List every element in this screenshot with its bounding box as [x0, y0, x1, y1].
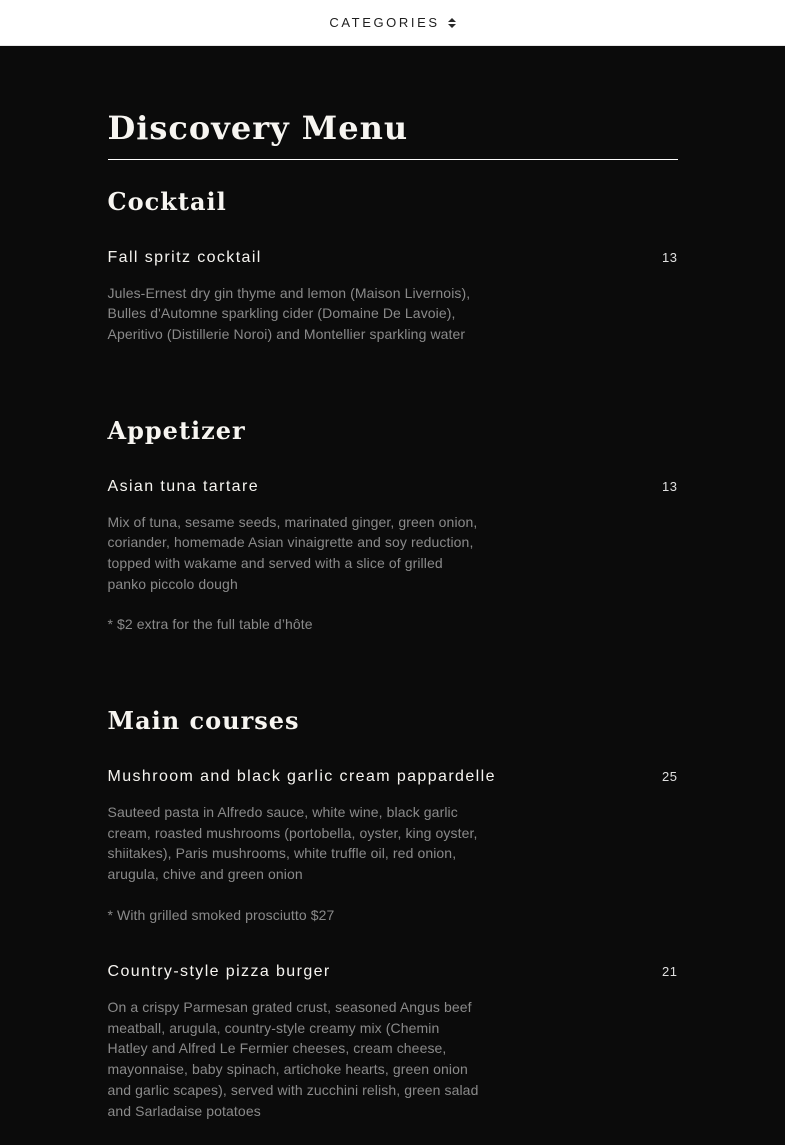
item-description: Sauteed pasta in Alfredo sauce, white wine, black garlic cream, roasted mushrooms (portobella, oyster, king oyster, shiitakes), Paris mushrooms, white truffle oil, red onion, arugula, chive and green onion [107, 803, 478, 883]
page-title: Discovery Menu [107, 109, 409, 147]
item-title: Asian tuna tartare [107, 477, 259, 495]
item-price: 21 [662, 964, 678, 980]
item-head [108, 963, 678, 981]
menu-item-asian-tuna-tartare [108, 478, 678, 635]
triangle-down-icon [448, 24, 456, 28]
item-note: * With grilled smoked prosciutto $27 [107, 906, 335, 923]
item-head [108, 478, 678, 496]
menu-page [108, 46, 678, 1145]
section-heading-main-courses: Main courses [107, 706, 300, 736]
menu-item-fall-spritz-cocktail [108, 249, 678, 345]
item-title: Country-style pizza burger [107, 963, 331, 981]
item-title: Fall spritz cocktail [107, 248, 262, 266]
menu-section-main-courses [108, 707, 678, 1121]
title-divider [108, 159, 678, 160]
item-head [108, 249, 678, 267]
categories-button-label[interactable]: CATEGORIES [329, 15, 440, 30]
categories-bar[interactable] [0, 0, 785, 46]
menu-item-mushroom-pappardelle [108, 768, 678, 925]
menu-item-country-pizza-burger [108, 963, 678, 1121]
item-description: On a crispy Parmesan grated crust, seasoned Angus beef meatball, arugula, country-style creamy mix (Chemin Hatley and Alfred Le Fermier cheeses, cream cheese, mayonnaise, baby spinach, artichoke hearts, green onion and garlic scapes), served with zucchini relish, green salad and Sarladaise potatoes [107, 999, 479, 1119]
item-price: 13 [662, 249, 678, 265]
section-heading-appetizer: Appetizer [107, 415, 246, 445]
item-note: * $2 extra for the full table d’hôte [107, 616, 313, 633]
item-head [108, 768, 678, 786]
item-description: Jules-Ernest dry gin thyme and lemon (Maison Livernois), Bulles d'Automne sparkling cider (Domaine De Lavoie), Aperitivo (Distillerie Noroi) and Montellier sparkling water [107, 284, 471, 342]
section-heading-cocktail: Cocktail [107, 186, 227, 216]
item-price: 25 [662, 769, 678, 785]
item-price: 13 [662, 478, 678, 494]
triangle-up-icon [448, 18, 456, 22]
menu-section-appetizer [108, 417, 678, 635]
menu-section-cocktail [108, 188, 678, 345]
item-description: Mix of tuna, sesame seeds, marinated ginger, green onion, coriander, homemade Asian vinaigrette and soy reduction, topped with wakame and served with a slice of grilled panko piccolo dough [107, 513, 478, 592]
up-down-sort-icon [448, 18, 456, 28]
item-title: Mushroom and black garlic cream pappardelle [107, 768, 496, 786]
